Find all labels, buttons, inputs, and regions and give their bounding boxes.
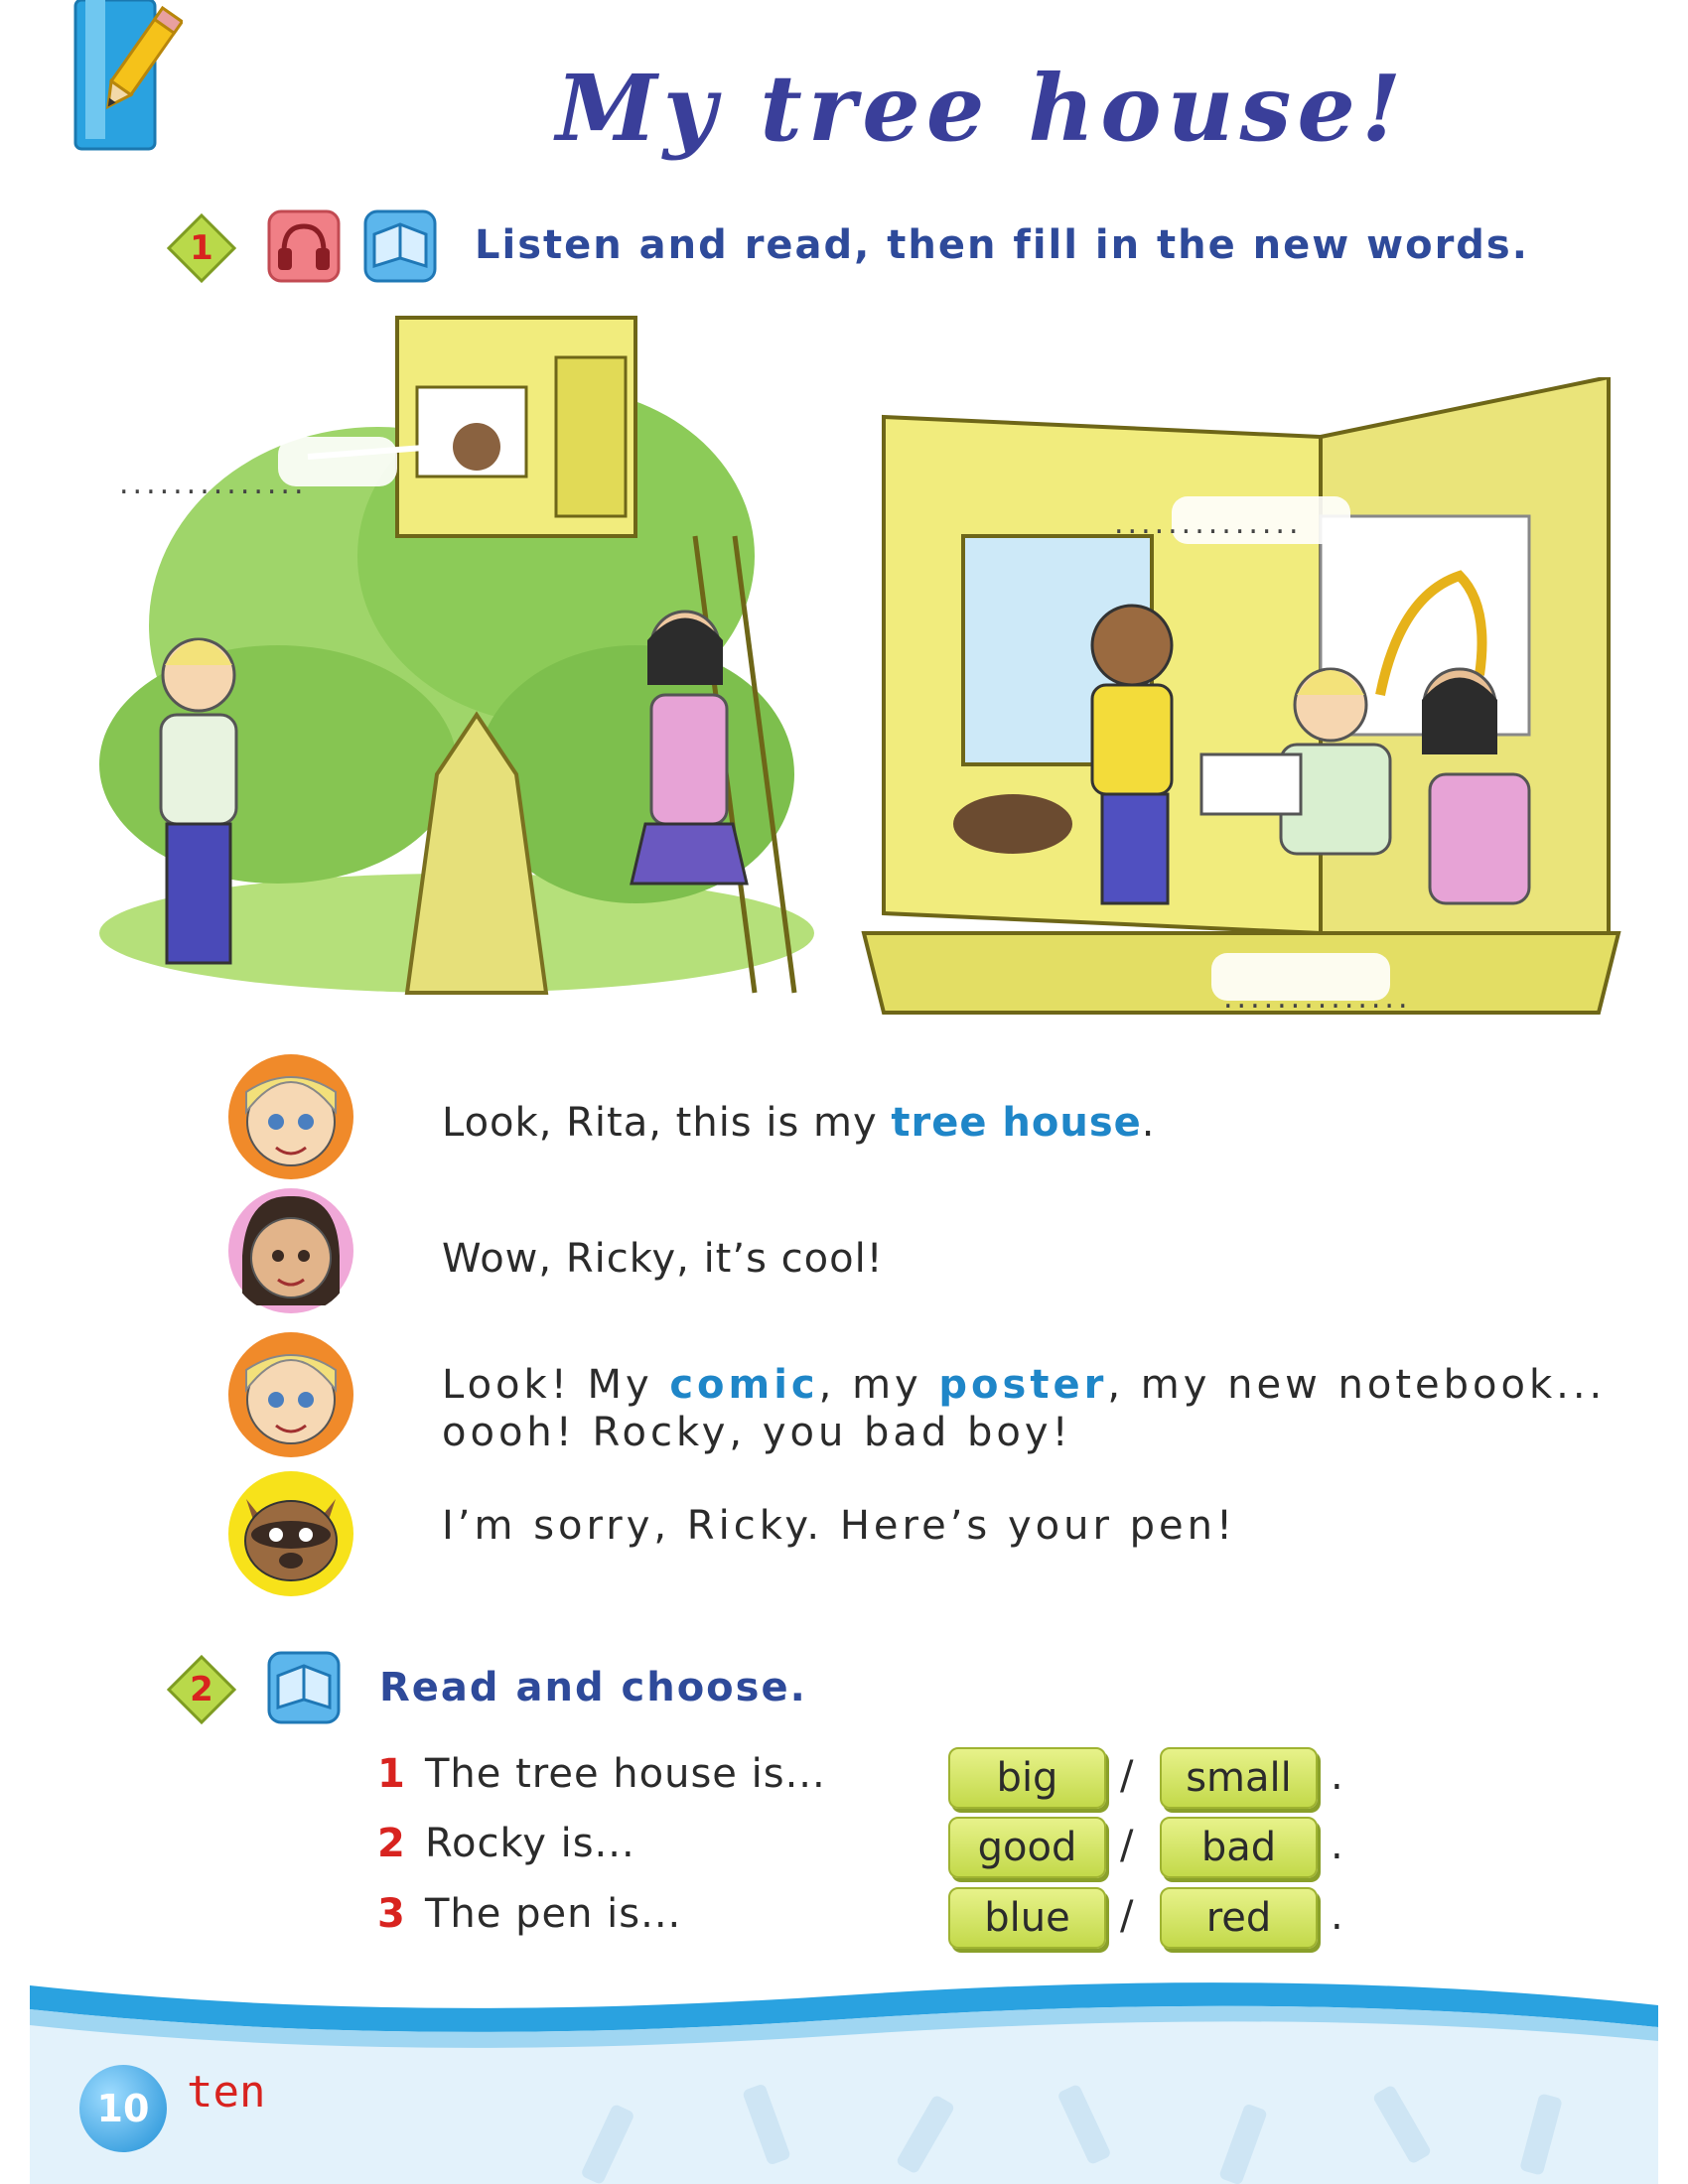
question-2-text: Rocky is... <box>425 1821 635 1866</box>
book-icon <box>266 1650 342 1725</box>
exercise-1-number: 1 <box>190 228 213 268</box>
fill-in-blank-3[interactable]: .............. <box>1223 981 1412 1016</box>
option-blue-button[interactable]: blue <box>948 1887 1106 1949</box>
ricky-avatar <box>226 1052 355 1181</box>
tree-house-scene-illustration <box>79 298 814 1013</box>
ricky-avatar-2 <box>226 1330 355 1459</box>
option-small-button[interactable]: small <box>1160 1747 1318 1809</box>
option-bad-button[interactable]: bad <box>1160 1817 1318 1878</box>
exercise-2-instruction: Read and choose. <box>379 1665 807 1710</box>
headphones-icon <box>266 208 342 284</box>
keyword-poster: poster <box>938 1362 1108 1408</box>
full-stop: . <box>1331 1893 1343 1939</box>
page-number-word: ten <box>187 2067 266 2117</box>
option-good-button[interactable]: good <box>948 1817 1106 1878</box>
exercise-2-badge <box>167 1655 236 1724</box>
separator-slash: / <box>1120 1823 1134 1868</box>
full-stop: . <box>1331 1753 1343 1799</box>
keyword-comic: comic <box>669 1362 819 1408</box>
dialogue-line-3: Look! My comic, my poster, my new notebook... <box>442 1362 1607 1408</box>
rocky-avatar <box>226 1469 355 1598</box>
question-3-number: 3 <box>377 1891 405 1937</box>
question-2-number: 2 <box>377 1821 405 1866</box>
question-3-text: The pen is... <box>425 1891 682 1937</box>
full-stop: . <box>1331 1823 1343 1868</box>
page-title: My tree house! <box>556 55 1408 162</box>
exercise-2-number: 2 <box>190 1670 213 1709</box>
fill-in-blank-1[interactable]: .............. <box>119 467 308 501</box>
question-1-number: 1 <box>377 1751 405 1797</box>
separator-slash: / <box>1120 1893 1134 1939</box>
keyword-tree-house: tree house <box>891 1100 1142 1146</box>
dialogue-line-1: Look, Rita, this is my tree house. <box>442 1100 1156 1146</box>
rita-avatar <box>226 1186 355 1315</box>
exercise-1-instruction: Listen and read, then fill in the new words. <box>475 222 1529 268</box>
question-1-text: The tree house is... <box>425 1751 826 1797</box>
option-red-button[interactable]: red <box>1160 1887 1318 1949</box>
book-icon <box>362 208 438 284</box>
option-big-button[interactable]: big <box>948 1747 1106 1809</box>
dialogue-line-3b: oooh! Rocky, you bad boy! <box>442 1410 1072 1455</box>
exercise-1-badge <box>167 213 236 283</box>
dialogue-line-4: I’m sorry, Ricky. Here’s your pen! <box>442 1503 1237 1549</box>
page-number-badge: 10 <box>79 2065 167 2152</box>
dialogue-line-2: Wow, Ricky, it’s cool! <box>442 1236 884 1282</box>
pencil-tab-icon <box>71 0 183 154</box>
separator-slash: / <box>1120 1753 1134 1799</box>
inside-tree-house-illustration <box>844 377 1638 1032</box>
fill-in-blank-2[interactable]: .............. <box>1114 506 1303 541</box>
